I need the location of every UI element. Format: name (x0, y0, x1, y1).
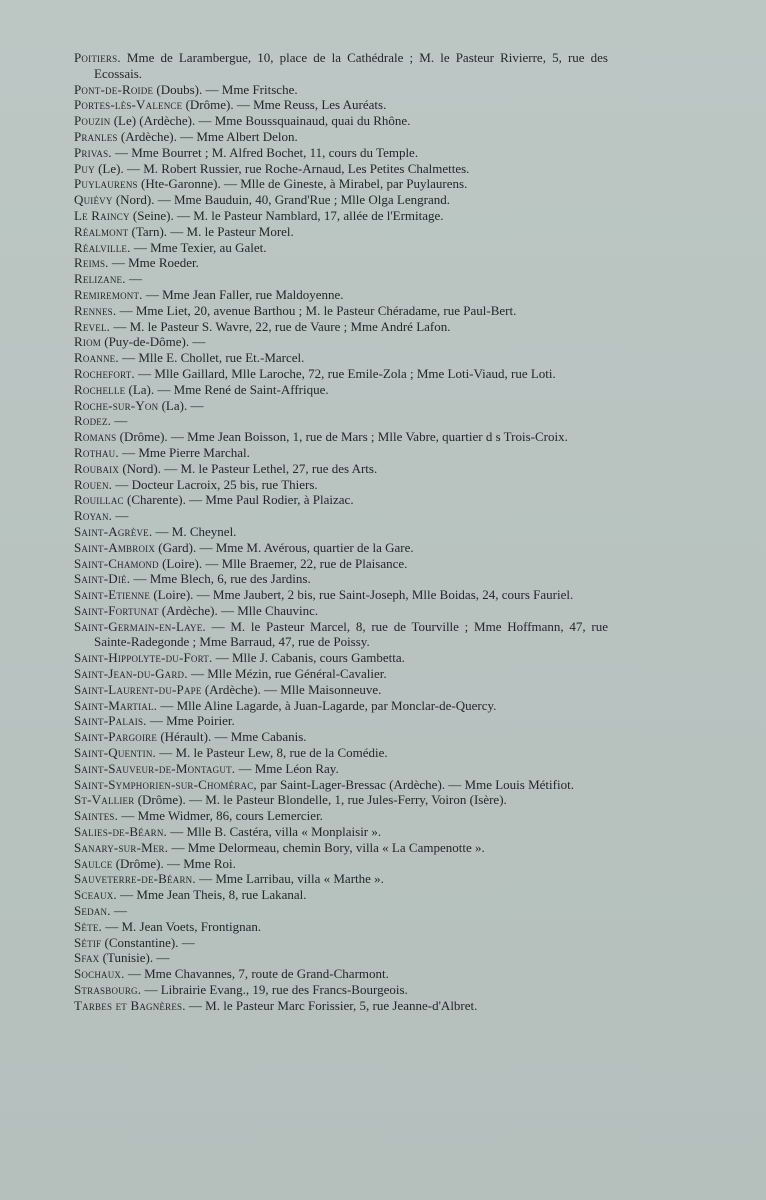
entry-text: — Mlle J. Cabanis, cours Gambetta. (215, 650, 405, 666)
entry-text: (Tarn). — M. le Pasteur Morel. (131, 223, 294, 239)
entry-text: — M. le Pasteur Lew, 8, rue de la Comédie. (159, 745, 388, 761)
list-item (74, 950, 608, 966)
place-name: Pont-de-Roide (74, 81, 154, 97)
place-name: Sceaux. (74, 887, 117, 903)
list-item (74, 413, 608, 429)
place-name: Puy (74, 160, 95, 176)
entry-text: (Drôme). — M. le Pasteur Blondelle, 1, rue Jules-Ferry, Voiron (Isère). (137, 792, 507, 808)
entry-text: (Drôme). — Mme Roi. (115, 855, 236, 871)
list-item (74, 682, 608, 698)
list-item (74, 840, 608, 856)
list-item (74, 745, 608, 761)
entry-text: (Loire). — Mme Jaubert, 2 bis, rue Saint-Joseph, Mlle Boidas, 24, cours Fauriel. (153, 587, 574, 603)
entry-text: (La). — (161, 397, 204, 413)
list-item (74, 255, 608, 271)
list-item (74, 935, 608, 951)
list-item (74, 334, 608, 350)
place-name: Saint-Martial. (74, 697, 158, 713)
list-item (74, 824, 608, 840)
entry-text: — Mme Texier, au Galet. (133, 239, 267, 255)
place-name: Rochelle (74, 381, 126, 397)
entry-text: — (115, 508, 129, 524)
place-name: Saint-Symphorien-sur-Chomérac, (74, 776, 257, 792)
place-name: Quiévy (74, 192, 113, 208)
list-item (74, 287, 608, 303)
place-name: Reims. (74, 255, 109, 271)
entry-text: (Doubs). — Mme Fritsche. (156, 81, 298, 97)
list-item (74, 982, 608, 998)
place-name: Saint-Etienne (74, 587, 151, 603)
place-name: Sfax (74, 950, 100, 966)
entry-text: — Mme Pierre Marchal. (122, 444, 250, 460)
list-item (74, 303, 608, 319)
list-item (74, 271, 608, 287)
list-item (74, 698, 608, 714)
entry-text: (Hte-Garonne). — Mlle de Gineste, à Mirabel, par Puylaurens. (140, 176, 468, 192)
place-name: Réalville. (74, 239, 131, 255)
place-name: Riom (74, 334, 101, 350)
place-name: Pranles (74, 128, 118, 144)
place-name: Relizane. (74, 271, 126, 287)
list-item (74, 477, 608, 493)
entry-text: — Mme Widmer, 86, cours Lemercier. (121, 808, 323, 824)
entry-text: — Mme Roeder. (111, 255, 199, 271)
place-name: Rouillac (74, 492, 124, 508)
entry-text: — Mme Léon Ray. (238, 760, 339, 776)
entry-text: — (114, 413, 128, 429)
place-name: Salies-de-Béarn. (74, 824, 168, 840)
list-item (74, 366, 608, 382)
list-item (74, 208, 608, 224)
place-name: Roche-sur-Yon (74, 397, 159, 413)
place-name: Rouen. (74, 476, 113, 492)
entry-text: Mme de Larambergue, 10, place de la Cathédrale ; M. le Pasteur Rivierre, 5, rue des Ecossais. (94, 50, 608, 81)
place-name: Roubaix (74, 460, 120, 476)
place-name: Saint-Dié. (74, 571, 131, 587)
place-name: Royan. (74, 508, 113, 524)
list-item (74, 240, 608, 256)
list-item (74, 461, 608, 477)
entry-text: (Ardèche). — Mlle Chauvinc. (161, 602, 319, 618)
list-item (74, 97, 608, 113)
entry-text: (Ardèche). — Mlle Maisonneuve. (204, 681, 382, 697)
entry-text: — Mlle Mézin, rue Général-Cavalier. (190, 666, 387, 682)
entry-text: — M. le Pasteur S. Wavre, 22, rue de Vaure ; Mme André Lafon. (113, 318, 451, 334)
entry-text: — Mme Jean Faller, rue Maldoyenne. (145, 286, 344, 302)
list-item (74, 50, 608, 82)
entry-text: — Mme Poirier. (149, 713, 235, 729)
list-item (74, 650, 608, 666)
list-item (74, 871, 608, 887)
place-name: Sedan. (74, 903, 111, 919)
place-name: Saint-Ambroix (74, 539, 156, 555)
list-item (74, 129, 608, 145)
list-item (74, 666, 608, 682)
list-item (74, 224, 608, 240)
entry-text: — Mme Liet, 20, avenue Barthou ; M. le Pasteur Chéradame, rue Paul-Bert. (119, 302, 517, 318)
entry-text: (Hérault). — Mme Cabanis. (160, 729, 307, 745)
place-name: Romans (74, 429, 117, 445)
list-item (74, 571, 608, 587)
list-item (74, 445, 608, 461)
place-name: Saint-Jean-du-Gard. (74, 666, 188, 682)
list-item (74, 145, 608, 161)
entry-text: — Mlle B. Castéra, villa « Monplaisir ». (170, 824, 382, 840)
list-item (74, 382, 608, 398)
entry-text: — M. Jean Voets, Frontignan. (105, 918, 262, 934)
place-name: Rodez. (74, 413, 112, 429)
place-name: Saint-Pargoire (74, 729, 158, 745)
entry-text: — M. le Pasteur Marc Forissier, 5, rue Jeanne-d'Albret. (188, 997, 478, 1013)
place-name: Le Raincy (74, 207, 130, 223)
list-item (74, 603, 608, 619)
list-item (74, 540, 608, 556)
entry-text: — Mme Chavannes, 7, route de Grand-Charmont. (127, 966, 389, 982)
entry-text: (Le). — M. Robert Russier, rue Roche-Arnaud, Les Petites Chalmettes. (98, 160, 470, 176)
place-name: Réalmont (74, 223, 129, 239)
list-item (74, 82, 608, 98)
place-name: St-Vallier (74, 792, 135, 808)
place-name: Saintes. (74, 808, 119, 824)
entry-text: (Tunisie). — (102, 950, 170, 966)
list-item (74, 887, 608, 903)
place-name: Revel. (74, 318, 111, 334)
list-item (74, 350, 608, 366)
place-name: Saulce (74, 855, 113, 871)
place-name: Saint-Sauveur-de-Montagut. (74, 760, 236, 776)
place-name: Roanne. (74, 350, 119, 366)
place-name: Sète. (74, 918, 102, 934)
entry-text: (Seine). — M. le Pasteur Namblard, 17, allée de l'Ermitage. (132, 207, 444, 223)
list-item (74, 998, 608, 1014)
place-name: Saint-Quentin. (74, 745, 156, 761)
place-name: Saint-Hippolyte-du-Fort. (74, 650, 213, 666)
entry-text: (Charente). — Mme Paul Rodier, à Plaizac. (127, 492, 354, 508)
list-item (74, 729, 608, 745)
list-item (74, 777, 608, 793)
entry-text: — Mlle Gaillard, Mlle Laroche, 72, rue Emile-Zola ; Mme Loti-Viaud, rue Loti. (138, 365, 556, 381)
list-item (74, 524, 608, 540)
place-name: Privas. (74, 144, 112, 160)
entry-text: — Docteur Lacroix, 25 bis, rue Thiers. (115, 476, 318, 492)
entry-text: (Loire). — Mlle Braemer, 22, rue de Plaisance. (162, 555, 408, 571)
list-item (74, 792, 608, 808)
entry-text: (Le) (Ardèche). — Mme Boussquainaud, quai du Rhône. (113, 113, 411, 129)
place-name: Puylaurens (74, 176, 138, 192)
list-item (74, 761, 608, 777)
entry-text: — Mlle E. Chollet, rue Et.-Marcel. (122, 350, 305, 366)
place-name: Remiremont. (74, 286, 143, 302)
list-item (74, 919, 608, 935)
entry-text: (Constantine). — (104, 934, 195, 950)
place-name: Saint-Laurent-du-Pape (74, 681, 202, 697)
address-list (74, 50, 608, 1014)
place-name: Saint-Germain-en-Laye. (74, 618, 206, 634)
entry-text: (Drôme). — Mme Jean Boisson, 1, rue de Mars ; Mlle Vabre, quartier d s Trois-Croix. (119, 429, 568, 445)
place-name: Saint-Fortunat (74, 602, 159, 618)
place-name: Portes-lès-Valence (74, 97, 183, 113)
entry-text: — Mlle Aline Lagarde, à Juan-Lagarde, par Monclar-de-Quercy. (160, 697, 497, 713)
place-name: Sochaux. (74, 966, 125, 982)
entry-text: (Gard). — Mme M. Avérous, quartier de la Gare. (158, 539, 414, 555)
entry-text: (Puy-de-Dôme). — (104, 334, 206, 350)
list-item (74, 556, 608, 572)
place-name: Rennes. (74, 302, 117, 318)
entry-text: — (128, 271, 142, 287)
entry-text: — Mme Bourret ; M. Alfred Bochet, 11, cours du Temple. (114, 144, 419, 160)
entry-text: (Nord). — Mme Bauduin, 40, Grand'Rue ; Mlle Olga Lengrand. (115, 192, 450, 208)
list-item (74, 429, 608, 445)
list-item (74, 192, 608, 208)
entry-text: — M. Cheynel. (155, 523, 237, 539)
place-name: Sétif (74, 934, 102, 950)
list-item (74, 903, 608, 919)
entry-text: — Mme Blech, 6, rue des Jardins. (133, 571, 311, 587)
entry-text: (La). — Mme René de Saint-Affrique. (128, 381, 329, 397)
list-item (74, 319, 608, 335)
list-item (74, 619, 608, 651)
entry-text: (Drôme). — Mme Reuss, Les Auréats. (185, 97, 387, 113)
list-item (74, 113, 608, 129)
entry-text: (Ardèche). — Mme Albert Delon. (120, 128, 298, 144)
entry-text: par Saint-Lager-Bressac (Ardèche). — Mme Louis Métifiot. (260, 776, 574, 792)
list-item (74, 808, 608, 824)
place-name: Saint-Palais. (74, 713, 147, 729)
place-name: Strasbourg. (74, 982, 142, 998)
list-item (74, 587, 608, 603)
entry-text: — Mme Delormeau, chemin Bory, villa « La Campenotte ». (171, 839, 485, 855)
place-name: Sauveterre-de-Béarn. (74, 871, 196, 887)
list-item (74, 508, 608, 524)
list-item (74, 398, 608, 414)
entry-text: — Mme Jean Theis, 8, rue Lakanal. (120, 887, 307, 903)
list-item (74, 161, 608, 177)
list-item (74, 966, 608, 982)
entry-text: — (113, 903, 127, 919)
entry-text: — Mme Larribau, villa « Marthe ». (199, 871, 384, 887)
entry-text: (Nord). — M. le Pasteur Lethel, 27, rue des Arts. (122, 460, 378, 476)
entry-text: — Librairie Evang., 19, rue des Francs-Bourgeois. (144, 982, 408, 998)
place-name: Tarbes et Bagnères. (74, 997, 186, 1013)
list-item (74, 713, 608, 729)
list-item (74, 176, 608, 192)
list-item (74, 856, 608, 872)
place-name: Poitiers. (74, 50, 121, 65)
list-item (74, 492, 608, 508)
entry-text: — M. le Pasteur Marcel, 8, rue de Tourville ; Mme Hoffmann, 47, rue Sainte-Radegonde ; Mme Barraud, 47, rue de Poissy. (94, 618, 609, 650)
place-name: Sanary-sur-Mer. (74, 839, 169, 855)
place-name: Saint-Agrève. (74, 523, 153, 539)
place-name: Saint-Chamond (74, 555, 159, 571)
place-name: Rochefort. (74, 365, 135, 381)
place-name: Pouzin (74, 113, 111, 129)
place-name: Rothau. (74, 444, 119, 460)
